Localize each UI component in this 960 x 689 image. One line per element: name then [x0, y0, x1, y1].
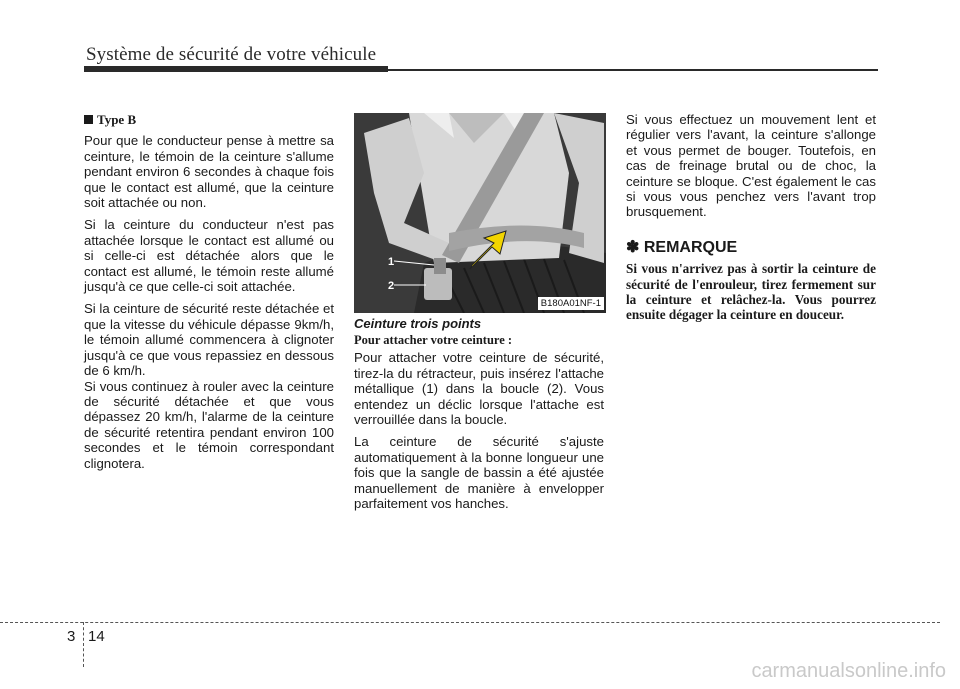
- figure-label-2: 2: [388, 280, 395, 292]
- page-number: 14: [88, 628, 105, 645]
- section-label: [84, 112, 334, 127]
- footer-divider: [83, 622, 84, 667]
- paragraph: Si la ceinture de sécurité reste détachée et que la vitesse du véhicule dépasse 9km/h, le témoin allumé commencera à clignoter jusqu'à ce que vous repassiez en dessous de 6 km/h.: [84, 301, 334, 379]
- chapter-number: 3: [67, 628, 76, 645]
- seatbelt-drawing: [354, 113, 606, 313]
- footer-rule: [0, 622, 940, 623]
- column-3: [626, 112, 876, 330]
- paragraph: Si vous effectuez un mouvement lent et régulier vers l'avant, la ceinture s'allonge et vous permet de bouger. Toutefois, en cas de freinage brutal ou de choc, la ceinture se bloque. C'est également le cas si vous vous penchez vers l'avant trop brusquement.: [626, 112, 876, 220]
- paragraph: Pour attacher votre ceinture de sécurité, tirez-la du rétracteur, puis insérez l'attache métallique (1) dans la boucle (2). Vous entendez un déclic lorsque l'attache est verrouillée dans la boucle.: [354, 350, 604, 428]
- paragraph: Si la ceinture du conducteur n'est pas attachée lorsque le contact est allumé ou si celle-ci est détachée alors que le contact est allumé, le témoin reste allumé jusqu'à ce que celle-ci soit attachée.: [84, 217, 334, 295]
- paragraph: La ceinture de sécurité s'ajuste automatiquement à la bonne longueur une fois que la sangle de bassin a été ajustée manuellement de manière à envelopper parfaitement vos hanches.: [354, 434, 604, 512]
- figure-caption: Ceinture trois points: [354, 316, 482, 331]
- note-heading: [626, 240, 876, 255]
- column-2: [354, 333, 604, 518]
- header-rule-thick: [84, 66, 388, 72]
- figure-code: B180A01NF-1: [538, 297, 604, 310]
- square-bullet-icon: [84, 115, 93, 124]
- figure-label-1: 1: [388, 256, 395, 268]
- seatbelt-illustration: [354, 113, 606, 313]
- note-title: REMARQUE: [643, 238, 738, 256]
- page-header-title: Système de sécurité de votre véhicule: [86, 44, 377, 65]
- header-rule-thin: [388, 69, 878, 71]
- section-label-text: Type B: [97, 112, 137, 127]
- subheading: Pour attacher votre ceinture :: [354, 333, 513, 347]
- column-1: [84, 112, 334, 478]
- paragraph: Pour que le conducteur pense à mettre sa ceinture, le témoin de la ceinture s'allume pendant environ 6 secondes à chaque fois que le contact est allumé, que la ceinture soit attachée ou non.: [84, 133, 334, 211]
- watermark: carmanualsonline.info: [751, 660, 946, 682]
- paragraph: Si vous continuez à rouler avec la ceinture de sécurité détachée et que vous dépassez 20 km/h, l'alarme de la ceinture de sécurité retentira pendant environ 100 secondes et le témoin correspondant clignotera.: [84, 378, 334, 471]
- note-body: Si vous n'arrivez pas à sortir la ceinture de sécurité de l'enrouleur, tirez fermement sur la ceinture et relâchez-la. Vous pourrez ensuite dégager la ceinture en douceur.: [626, 261, 876, 323]
- asterisk-icon: ✽: [626, 238, 640, 256]
